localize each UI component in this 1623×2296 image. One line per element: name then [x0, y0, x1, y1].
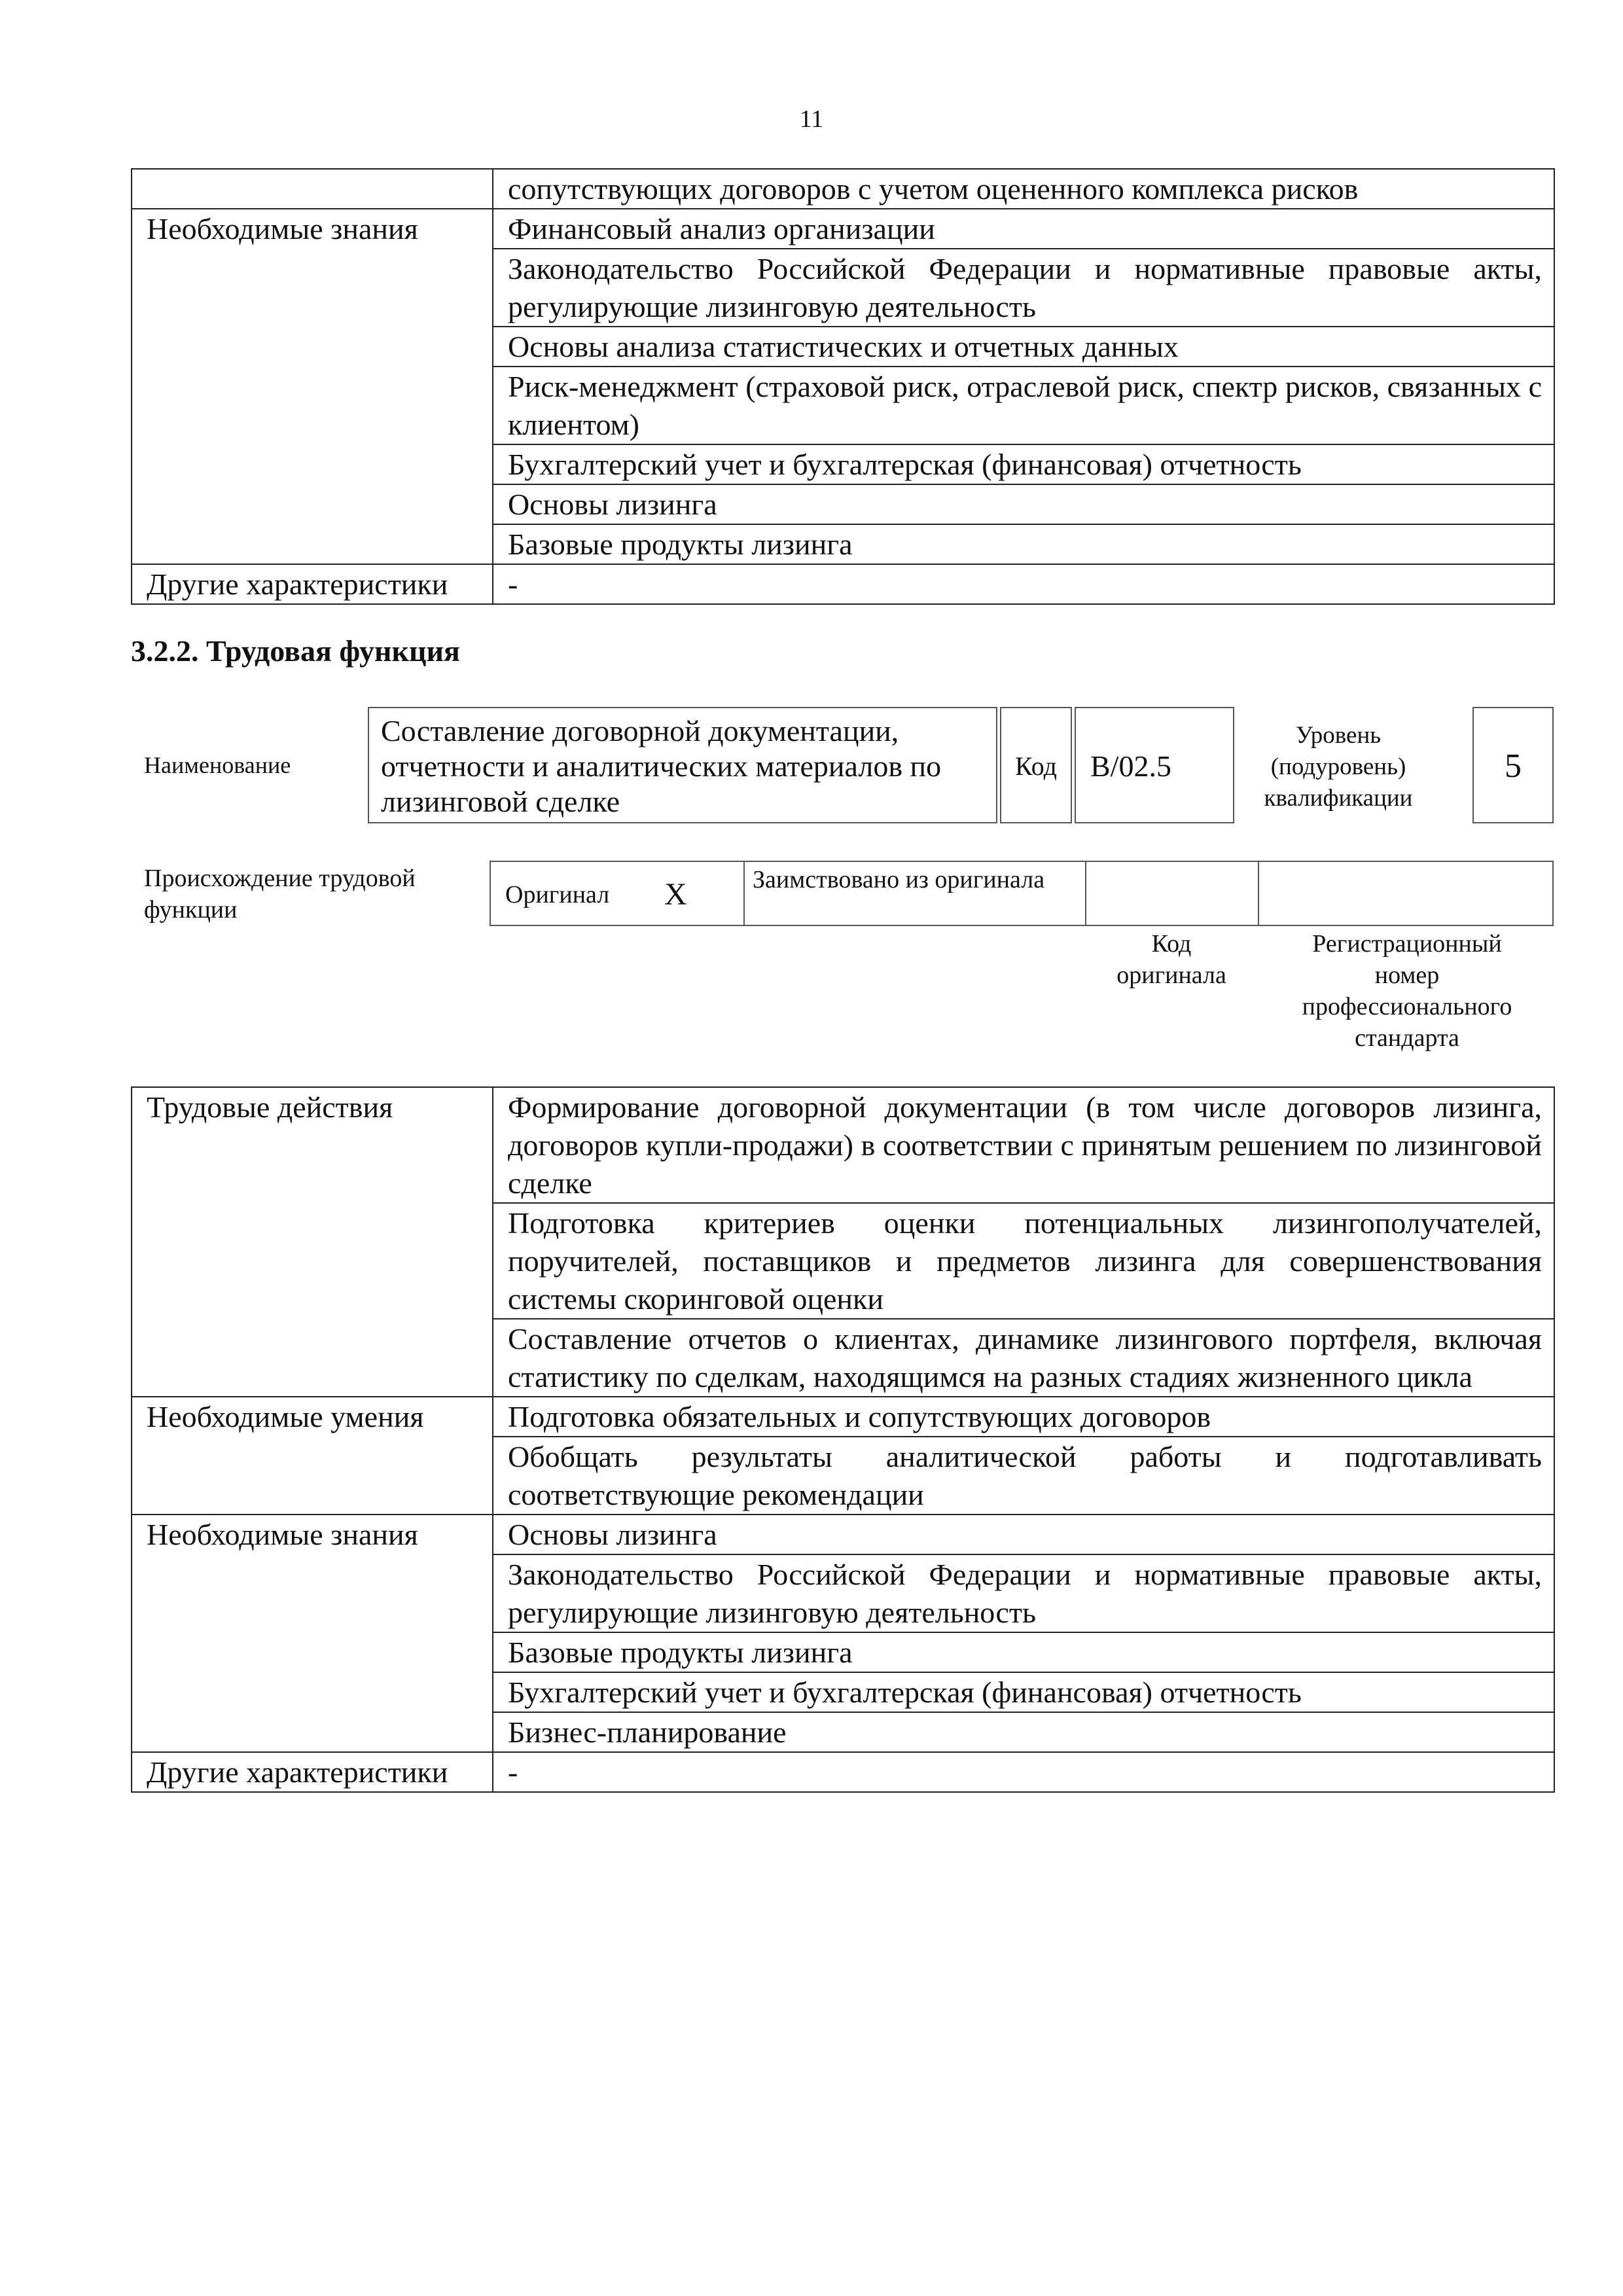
row-value: Законодательство Российской Федерации и нормативные правовые акты, регулирующие лизинговую деятельность: [493, 249, 1554, 327]
row-label: Необходимые умения: [132, 1397, 493, 1515]
row-value: -: [493, 564, 1554, 604]
table2-body: [132, 1087, 1554, 1792]
origin-borrowed-box: [743, 861, 1086, 926]
row-value: Подготовка обязательных и сопутствующих договоров: [493, 1397, 1554, 1437]
row-value: Законодательство Российской Федерации и нормативные правовые акты, регулирующие лизинговую деятельность: [493, 1554, 1554, 1632]
borrowed-label: Заимствовано из оригинала: [753, 866, 1045, 893]
code-label-box: [1000, 707, 1072, 823]
row-label: Другие характеристики: [132, 564, 493, 604]
requirements-table-continued: [131, 168, 1555, 605]
table-row: [132, 209, 1554, 249]
table1-body: [132, 169, 1554, 604]
row-value: -: [493, 1752, 1554, 1792]
section-heading: 3.2.2. Трудовая функция: [131, 634, 460, 668]
row-value: Базовые продукты лизинга: [493, 1632, 1554, 1672]
row-value: Основы лизинга: [493, 484, 1554, 524]
table-row: [132, 1087, 1554, 1203]
row-value: Финансовый анализ организации: [493, 209, 1554, 249]
row-value: Бухгалтерский учет и бухгалтерская (финансовая) отчетность: [493, 444, 1554, 484]
level-value-box: [1472, 707, 1554, 823]
origin-original-box: [490, 861, 745, 926]
table-row: [132, 564, 1554, 604]
row-label: Необходимые знания: [132, 1515, 493, 1752]
function-name-box: [368, 707, 997, 823]
function-name-value: Составление договорной документации, отчетности и аналитических материалов по лизинговой сделке: [381, 714, 942, 818]
code-label: Код: [1015, 751, 1057, 781]
row-label: Трудовые действия: [132, 1087, 493, 1397]
row-value: Бизнес-планирование: [493, 1712, 1554, 1752]
row-value: Формирование договорной документации (в том числе договоров лизинга, договоров купли-продажи) в соответствии с принятым решением по лизинговой сделке: [493, 1087, 1554, 1203]
original-label: Оригинал: [505, 881, 610, 908]
table-row: [132, 1752, 1554, 1792]
row-label: Другие характеристики: [132, 1752, 493, 1792]
name-label: Наименование: [144, 752, 291, 778]
row-value: Составление отчетов о клиентах, динамике лизингового портфеля, включая статистику по сделкам, находящимся на разных стадиях жизненного цикла: [493, 1319, 1554, 1397]
origin-label: Происхождение трудовой функции: [144, 865, 416, 924]
row-value: Обобщать результаты аналитической работы и подготавливать соответствующие рекомендации: [493, 1437, 1554, 1515]
origin-reg-number-box: [1258, 861, 1554, 926]
row-value: сопутствующих договоров с учетом оцененного комплекса рисков: [493, 169, 1554, 209]
level-label: Уровень (подуровень) квалификации: [1264, 722, 1413, 812]
row-label: [132, 169, 493, 209]
origin-code-box: [1085, 861, 1259, 926]
original-mark: X: [664, 877, 687, 912]
table-row: [132, 1397, 1554, 1437]
row-value: Основы анализа статистических и отчетных данных: [493, 327, 1554, 367]
row-label: Необходимые знания: [132, 209, 493, 564]
code-original-caption: Код оригинала: [1116, 930, 1226, 989]
row-value: Риск-менеджмент (страховой риск, отраслевой риск, спектр рисков, связанных с клиентом): [493, 367, 1554, 444]
row-value: Базовые продукты лизинга: [493, 524, 1554, 564]
labor-function-table: [131, 1086, 1555, 1793]
table-row: [132, 1515, 1554, 1554]
row-value: Основы лизинга: [493, 1515, 1554, 1554]
row-value: Бухгалтерский учет и бухгалтерская (финансовая) отчетность: [493, 1672, 1554, 1712]
table-row: [132, 169, 1554, 209]
reg-number-caption: Регистрационный номер профессионального стандарта: [1302, 930, 1512, 1052]
page-number: 11: [799, 105, 824, 133]
code-value: B/02.5: [1090, 749, 1171, 783]
level-value: 5: [1505, 747, 1522, 785]
row-value: Подготовка критериев оценки потенциальных лизингополучателей, поручителей, поставщиков и предметов лизинга для совершенствования системы скоринговой оценки: [493, 1203, 1554, 1319]
code-value-box: [1075, 707, 1234, 823]
